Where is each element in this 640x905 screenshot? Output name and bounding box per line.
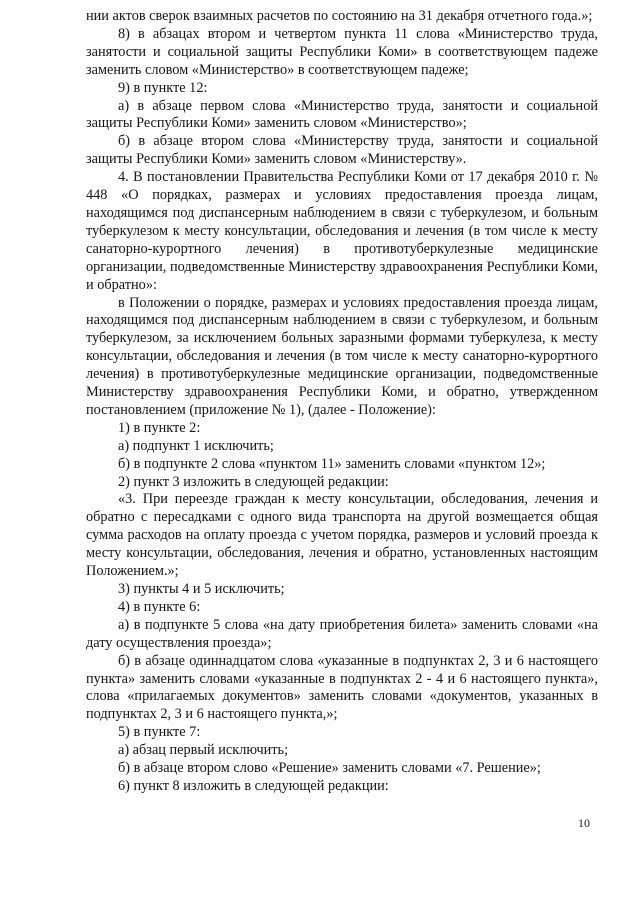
paragraph-13: 3) пункты 4 и 5 исключить; — [118, 581, 285, 597]
paragraph-7: в Положении о порядке, размерах и условиях предоставления проезда лицам, находящимся под диспансерным наблюдением в связи с туберкулезом, и больным туберкулезом, за исключением больных заразными формами туберкулеза, к месту консультации, обследования и лечения (в том числе к месту санаторно-курортного лечения) в противотуберкулезные медицинские организации, подведомственные Министерству здравоохранения Республики Коми, и обратно, утвержденном постановлением (приложение № 1), (далее - Положение): — [86, 294, 598, 418]
paragraph-19: б) в абзаце втором слово «Решение» заменить словами «7. Решение»; — [118, 760, 541, 777]
paragraph-17: 5) в пункте 7: — [118, 724, 201, 741]
document-body — [86, 8, 598, 796]
paragraph-6: 4. В постановлении Правительства Республики Коми от 17 декабря 2010 г. № 448 «О порядках, размерах и условиях предоставления проезда лицам, находящимся под диспансерным наблюдением в связи с туберкулезом, и больным туберкулезом к месту консультации, обследования и лечения (в том числе к месту санаторно-курортного лечения) в противотуберкулезные медицинские организации, подведомственные Министерству здравоохранения Республики Коми, и обратно»: — [86, 169, 598, 293]
paragraph-15: а) в подпункте 5 слова «на дату приобретения билета» заменить словами «на дату осуществления проезда»; — [86, 616, 598, 651]
paragraph-2: 8) в абзацах втором и четвертом пункта 11 слова «Министерство труда, занятости и социальной защиты Республики Коми» в соответствующем падеже заменить словом «Министерство» в соответствующем падеже; — [86, 25, 598, 78]
paragraph-20: 6) пункт 8 изложить в следующей редакции: — [118, 777, 389, 794]
paragraph-11: 2) пункт 3 изложить в следующей редакции: — [118, 473, 389, 490]
paragraph-18: а) абзац первый исключить; — [118, 742, 289, 759]
paragraph-8: 1) в пункте 2: — [118, 419, 201, 436]
paragraph-5: б) в абзаце втором слова «Министерству труда, занятости и социальной защиты Республики Коми» заменить словом «Министерству». — [86, 133, 598, 168]
paragraph-10: б) в подпункте 2 слова «пунктом 11» заменить словами «пунктом 12»; — [118, 455, 546, 472]
paragraph-12: «3. При переезде граждан к месту консультации, обследования, лечения и обратно с пересадками с одного вида транспорта на другой возмещается общая сумма расходов на оплату проезда с учетом порядка, размеров и условий проезда к месту консультации, обследования, лечения и обратно, установленных настоящим Положением.»; — [86, 491, 598, 580]
paragraph-1: нии актов сверок взаимных расчетов по состоянию на 31 декабря отчетного года.»; — [86, 8, 593, 24]
paragraph-14: 4) в пункте 6: — [118, 598, 201, 615]
page-number: 10 — [578, 816, 590, 830]
paragraph-3: 9) в пункте 12: — [118, 79, 208, 96]
paragraph-9: а) подпункт 1 исключить; — [118, 437, 274, 454]
paragraph-4: а) в абзаце первом слова «Министерство труда, занятости и социальной защиты Республики Коми» заменить словом «Министерство»; — [86, 97, 598, 132]
paragraph-16: б) в абзаце одиннадцатом слова «указанные в подпунктах 2, 3 и 6 настоящего пункта» заменить словами «указанные в подпунктах 2 - 4 и 6 настоящего пункта», слова «прилагаемых документов» заменить словами «документов, указанных в подпунктах 2, 3 и 6 настоящего пункта,»; — [86, 652, 598, 723]
